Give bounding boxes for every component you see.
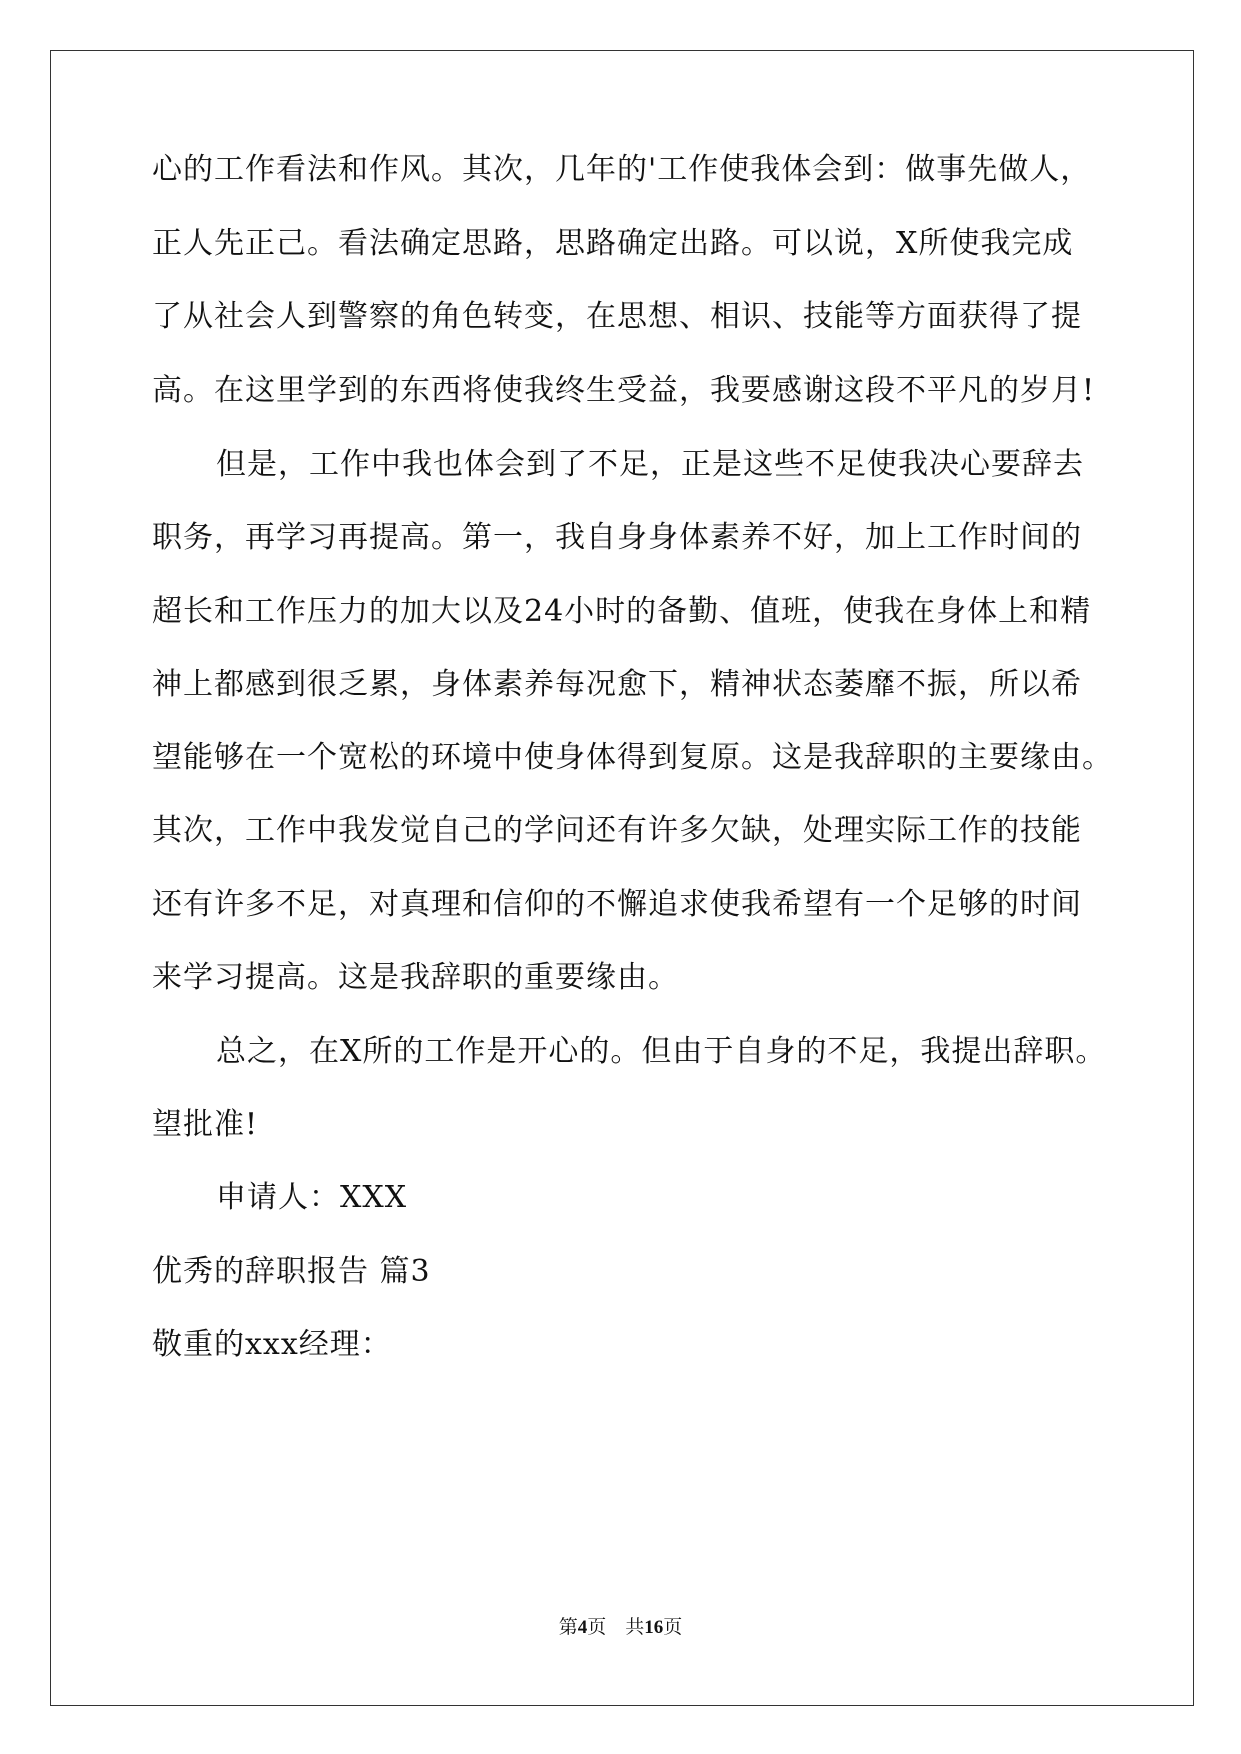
paragraph-line: 望批准! (152, 1107, 259, 1142)
footer-total-suffix: 页 (663, 1617, 683, 1638)
footer-page-suffix: 页 (587, 1617, 607, 1638)
paragraph-line: 其次，工作中我发觉自己的学问还有许多欠缺，处理实际工作的技能 (152, 813, 1082, 848)
paragraph-line: 总之，在X所的工作是开心的。但由于自身的不足，我提出辞职。 (216, 1034, 1107, 1069)
paragraph-line: 但是，工作中我也体会到了不足，正是这些不足使我决心要辞去 (216, 447, 1084, 482)
footer-total-pages: 16 (644, 1617, 664, 1638)
paragraph-line: 职务，再学习再提高。第一，我自身身体素养不好，加上工作时间的 (152, 520, 1082, 555)
paragraph-line: 望能够在一个宽松的环境中使身体得到复原。这是我辞职的主要缘由。 (152, 740, 1113, 775)
section-heading: 优秀的辞职报告 篇3 (152, 1254, 431, 1289)
paragraph-line: 正人先正己。看法确定思路，思路确定出路。可以说，X所使我完成 (152, 226, 1074, 261)
applicant-line: 申请人：XXX (216, 1180, 408, 1215)
footer-page-prefix: 第 (558, 1617, 578, 1638)
paragraph-line: 心的工作看法和作风。其次，几年的'工作使我体会到：做事先做人， (152, 152, 1092, 187)
paragraph-line: 了从社会人到警察的角色转变，在思想、相识、技能等方面获得了提 (152, 299, 1082, 334)
paragraph-line: 超长和工作压力的加大以及24小时的备勤、值班，使我在身体上和精 (152, 594, 1092, 629)
salutation-line: 敬重的xxx经理： (152, 1327, 392, 1362)
paragraph-line: 来学习提高。这是我辞职的重要缘由。 (152, 960, 679, 995)
page-footer (0, 1616, 1241, 1640)
footer-total-prefix: 共 (625, 1617, 645, 1638)
paragraph-line: 高。在这里学到的东西将使我终生受益，我要感谢这段不平凡的岁月! (152, 373, 1096, 408)
paragraph-line: 神上都感到很乏累，身体素养每况愈下，精神状态萎靡不振，所以希 (152, 667, 1082, 702)
paragraph-line: 还有许多不足，对真理和信仰的不懈追求使我希望有一个足够的时间 (152, 887, 1082, 922)
footer-page-number: 4 (577, 1617, 588, 1638)
